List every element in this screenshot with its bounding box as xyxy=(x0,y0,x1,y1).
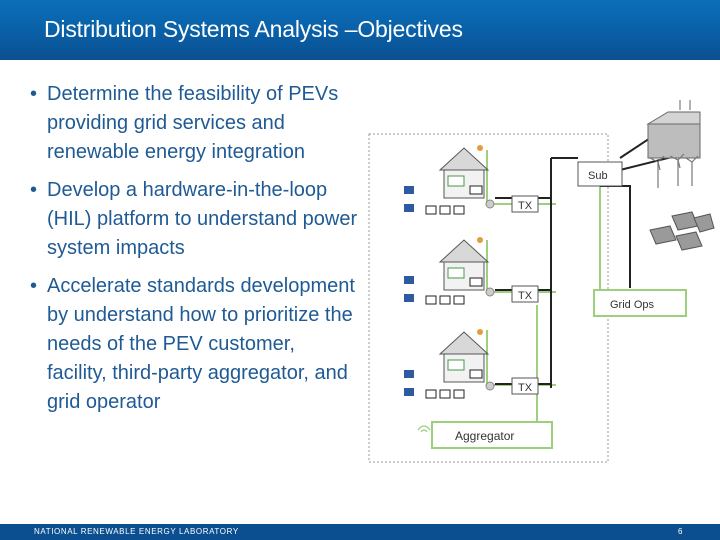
ev-icon xyxy=(404,186,414,212)
solar-panel-icon xyxy=(650,212,714,250)
footer-org: NATIONAL RENEWABLE ENERGY LABORATORY xyxy=(34,527,239,536)
bullet-icon: • xyxy=(30,275,38,297)
house-2 xyxy=(404,237,538,304)
meter-icon xyxy=(477,145,483,151)
wind-turbine-icon xyxy=(650,154,698,188)
bullet-icon: • xyxy=(30,83,38,105)
house-3 xyxy=(404,329,538,398)
bullet-text: Determine the feasibility of PEVs providing grid services and renewable energy integration xyxy=(47,83,339,163)
bullet-icon: • xyxy=(30,179,38,201)
slide-title: Distribution Systems Analysis –Objectives xyxy=(44,16,463,42)
ev-icon xyxy=(404,370,414,396)
bullet-text: Develop a hardware-in-the-loop (HIL) platform to understand power system impacts xyxy=(47,179,358,259)
ev-icon xyxy=(404,276,414,302)
sub-label: Sub xyxy=(588,170,608,182)
aggregator-label: Aggregator xyxy=(455,429,515,443)
tx-label: TX xyxy=(518,200,533,212)
footer-bar xyxy=(0,524,720,540)
house-1 xyxy=(404,145,538,214)
bullet-text: Accelerate standards development by understand how to prioritize the needs of the PEV customer, facility, third-party aggregator, and grid operator xyxy=(47,275,355,413)
substation-icon xyxy=(648,100,700,158)
sub-to-pv-line xyxy=(600,186,630,288)
page-number: 6 xyxy=(678,527,683,536)
sub-box xyxy=(578,162,622,186)
grid-ops-box xyxy=(594,290,686,316)
meter-icon xyxy=(477,237,483,243)
wireless-icon xyxy=(418,426,430,432)
meter-icon xyxy=(477,329,483,335)
tx-label: TX xyxy=(518,382,533,394)
grid-ops-label: Grid Ops xyxy=(610,299,655,311)
aggregator-box xyxy=(418,422,552,448)
tx-label: TX xyxy=(518,290,533,302)
